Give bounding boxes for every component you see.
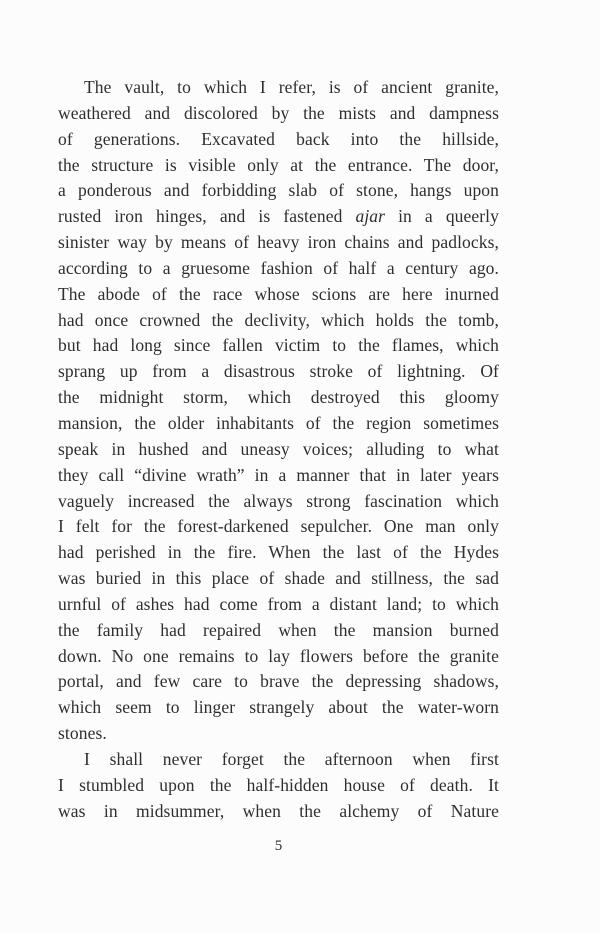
text-line: urnful of ashes had come from a distant land; to which — [58, 593, 499, 614]
text-line: which seem to linger strangely about the water-worn — [58, 697, 499, 718]
text-line: sprang up from a disastrous stroke of lightning. Of — [58, 361, 499, 382]
text-line: sinister way by means of heavy iron chains and padlocks, — [58, 232, 499, 253]
text-line: was in midsummer, when the alchemy of Nature — [58, 800, 499, 821]
text-line: was buried in this place of shade and stillness, the sad — [58, 568, 499, 589]
text-line — [58, 204, 499, 230]
text-line: I shall never forget the afternoon when first — [84, 748, 499, 769]
text-fragment: rusted iron hinges, and is fastened — [58, 206, 356, 227]
text-line: they call “divine wrath” in a manner that in later years — [58, 464, 499, 485]
text-line: stones. — [58, 723, 107, 744]
text-line: down. No one remains to lay flowers before the granite — [58, 645, 499, 666]
text-line: the family had repaired when the mansion burned — [58, 619, 499, 640]
page-text — [58, 75, 499, 824]
text-line: according to a gruesome fashion of half a century ago. — [58, 257, 499, 278]
text-line: weathered and discolored by the mists and dampness — [58, 102, 499, 123]
text-line: the structure is visible only at the entrance. The door, — [58, 154, 499, 175]
text-line: vaguely increased the always strong fascination which — [58, 490, 499, 511]
text-line: had once crowned the declivity, which holds the tomb, — [58, 309, 499, 330]
emphasized-word: ajar — [355, 206, 386, 227]
text-line: a ponderous and forbidding slab of stone, hangs upon — [58, 180, 499, 201]
text-line: The vault, to which I refer, is of ancient granite, — [84, 77, 499, 97]
text-line: portal, and few care to brave the depressing shadows, — [58, 671, 499, 692]
text-line: I felt for the forest-darkened sepulcher. One man only — [58, 516, 499, 537]
text-line: the midnight storm, which destroyed this gloomy — [58, 387, 499, 408]
text-line: I stumbled upon the half-hidden house of death. It — [58, 774, 499, 795]
text-line: mansion, the older inhabitants of the region sometimes — [58, 412, 499, 433]
text-line: had perished in the fire. When the last of the Hydes — [58, 542, 499, 563]
text-line: The abode of the race whose scions are here inurned — [58, 283, 499, 304]
text-fragment: in a queerly — [385, 206, 499, 227]
page-number: 5 — [274, 838, 283, 854]
text-line: but had long since fallen victim to the flames, which — [58, 335, 499, 356]
text-line: speak in hushed and uneasy voices; alluding to what — [58, 438, 499, 459]
text-line: of generations. Excavated back into the hillside, — [58, 128, 499, 149]
